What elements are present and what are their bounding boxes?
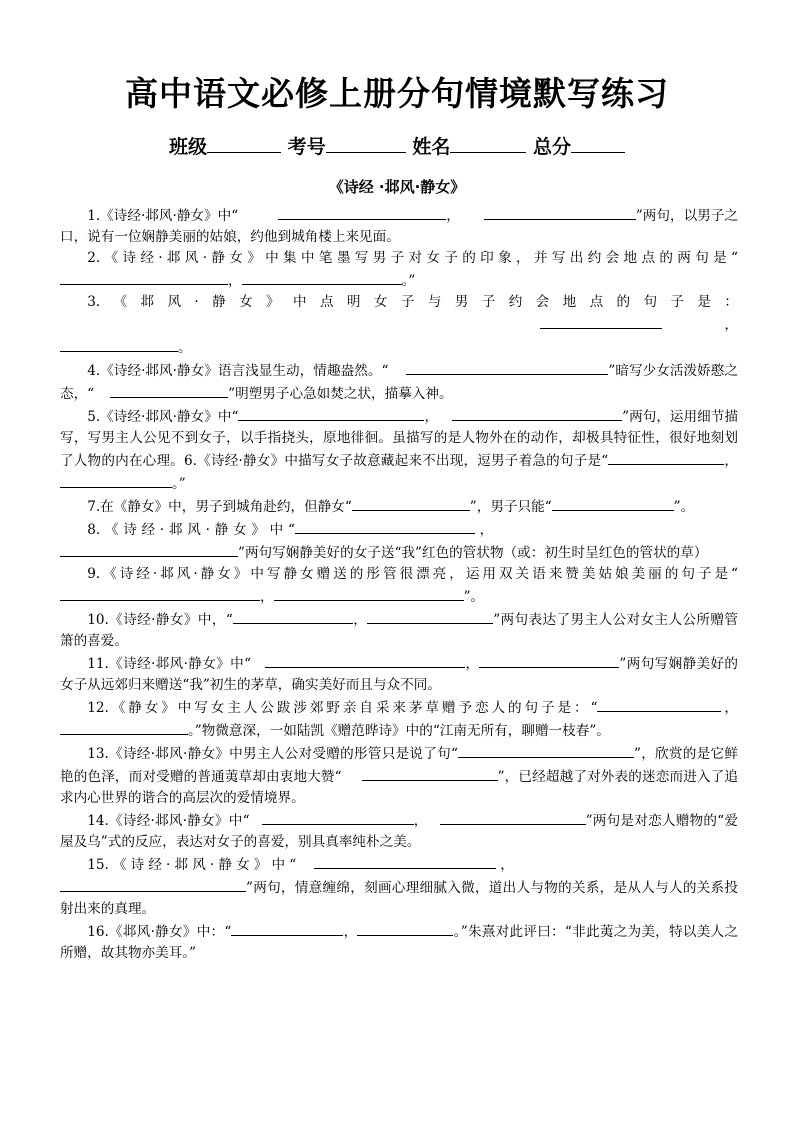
answer-blank[interactable] <box>60 585 260 601</box>
answer-blank[interactable] <box>60 876 246 892</box>
answer-blank[interactable] <box>452 405 622 421</box>
answer-blank[interactable] <box>552 495 674 511</box>
page-title: 高中语文必修上册分句情境默写练习 <box>125 74 669 113</box>
total-label: 总分 <box>532 136 571 158</box>
exam-no-label: 考号 <box>287 136 326 158</box>
answer-blank[interactable] <box>458 742 634 758</box>
answer-blank[interactable] <box>278 204 446 220</box>
answer-blank[interactable] <box>352 495 470 511</box>
name-field[interactable] <box>450 134 526 153</box>
answer-blank[interactable] <box>484 204 636 220</box>
answer-blank[interactable] <box>242 269 402 285</box>
question-3: 3.《邶风·静女》中点明女子与男子约会地点的句子是：，。 <box>60 292 738 359</box>
name-label: 姓名 <box>412 136 451 158</box>
question-list <box>60 204 738 964</box>
answer-blank[interactable] <box>479 652 619 668</box>
question-11: 11.《诗经·邶风·静女》中“ ， ”两句写娴静美好的女子从远郊归来赠送“我”初生的茅草，确实美好而且与众不同。 <box>60 652 738 696</box>
answer-blank[interactable] <box>597 696 721 712</box>
question-12: 12.《静女》中写女主人公跋涉郊野亲自采来茅草赠予恋人的句子是：“ ，。”物微意深，一如陆凯《赠范晔诗》中的“江南无所有，聊赠一枝春”。 <box>60 696 738 742</box>
answer-blank[interactable] <box>274 585 464 601</box>
answer-blank[interactable] <box>60 541 238 557</box>
answer-blank[interactable] <box>295 518 475 534</box>
total-field[interactable] <box>571 134 625 153</box>
question-14: 14.《诗经·邶风·静女》中“ ， ”两句是对恋人赠物的“爱屋及乌”式的反应，表达对女子的喜爱，别具真率纯朴之美。 <box>60 809 738 853</box>
question-5-6: 5.《诗经·邶风·静女》中“ ， ”两句，运用细节描写，写男主人公见不到女子，以手指挠头，原地徘徊。虽描写的是人物外在的动作，却极具特征性，很好地刻划了人物的内在心理。6.《诗经·静女》中描写女子故意藏起来不出现，逗男子着急的句子是“ ，。” <box>60 405 738 495</box>
answer-blank[interactable] <box>440 809 586 825</box>
answer-blank[interactable] <box>60 269 228 285</box>
answer-blank[interactable] <box>60 336 178 352</box>
answer-blank[interactable] <box>314 853 496 869</box>
answer-blank[interactable] <box>367 608 493 624</box>
question-8: 8.《诗经·邶风·静女》中“ ，”两句写娴静美好的女子送“我”红色的管状物（或：初生时呈红色的管状的草） <box>60 518 738 564</box>
section-title: 《诗经 ·邶风·静女》 <box>328 178 466 196</box>
answer-blank[interactable] <box>608 449 724 465</box>
question-15: 15.《诗经·邶风·静女》中“ ，”两句，情意缠绵，刻画心理细腻入微，道出人与物的关系，是从人与人的关系投射出来的真理。 <box>60 853 738 920</box>
question-7: 7.在《静女》中，男子到城角赴约，但静女“ ”，男子只能“ ”。 <box>60 495 738 518</box>
answer-blank[interactable] <box>60 472 172 488</box>
answer-blank[interactable] <box>238 405 424 421</box>
question-9: 9.《诗经·邶风·静女》中写静女赠送的彤管很漂亮，运用双关语来赞美姑娘美丽的句子是“， ”。 <box>60 564 738 608</box>
question-2: 2.《诗经·邶风·静女》中集中笔墨写男子对女子的印象，并写出约会地点的两句是“， 。” <box>60 248 738 292</box>
question-4: 4.《诗经·邶风·静女》语言浅显生动，情趣盎然。“ ”暗写少女活泼娇憨之态，“ ”明塑男子心急如焚之状，描摹入神。 <box>60 359 738 405</box>
question-13: 13.《诗经·邶风·静女》中男主人公对受赠的彤管只是说了句“ ”，欣赏的是它鲜艳的色泽，而对受赠的普通荑草却由衷地大赞“ ”，已经超越了对外表的迷恋而进入了追求内心世界的谐合的高层次的爱情境界。 <box>60 742 738 809</box>
answer-blank[interactable] <box>110 382 228 398</box>
question-1: 1.《诗经·邶风·静女》中“ ， ”两句，以男子之口，说有一位娴静美丽的姑娘，约他到城角楼上来见面。 <box>60 204 738 248</box>
question-16: 16.《邶风·静女》中：“ ， 。”朱熹对此评曰：“非此荑之为美，特以美人之所赠，故其物亦美耳。” <box>60 920 738 964</box>
student-info-header <box>0 132 794 159</box>
answer-blank[interactable] <box>362 765 498 781</box>
answer-blank[interactable] <box>540 313 662 329</box>
class-field[interactable] <box>207 134 281 153</box>
answer-blank[interactable] <box>60 719 188 735</box>
answer-blank[interactable] <box>262 809 414 825</box>
answer-blank[interactable] <box>233 608 353 624</box>
answer-blank[interactable] <box>406 359 608 375</box>
question-10: 10.《诗经·静女》中，“ ， ”两句表达了男主人公对女主人公所赠管箫的喜爱。 <box>60 608 738 652</box>
exam-no-field[interactable] <box>326 134 406 153</box>
answer-blank[interactable] <box>265 652 465 668</box>
answer-blank[interactable] <box>231 920 343 936</box>
class-label: 班级 <box>169 136 208 158</box>
answer-blank[interactable] <box>357 920 453 936</box>
